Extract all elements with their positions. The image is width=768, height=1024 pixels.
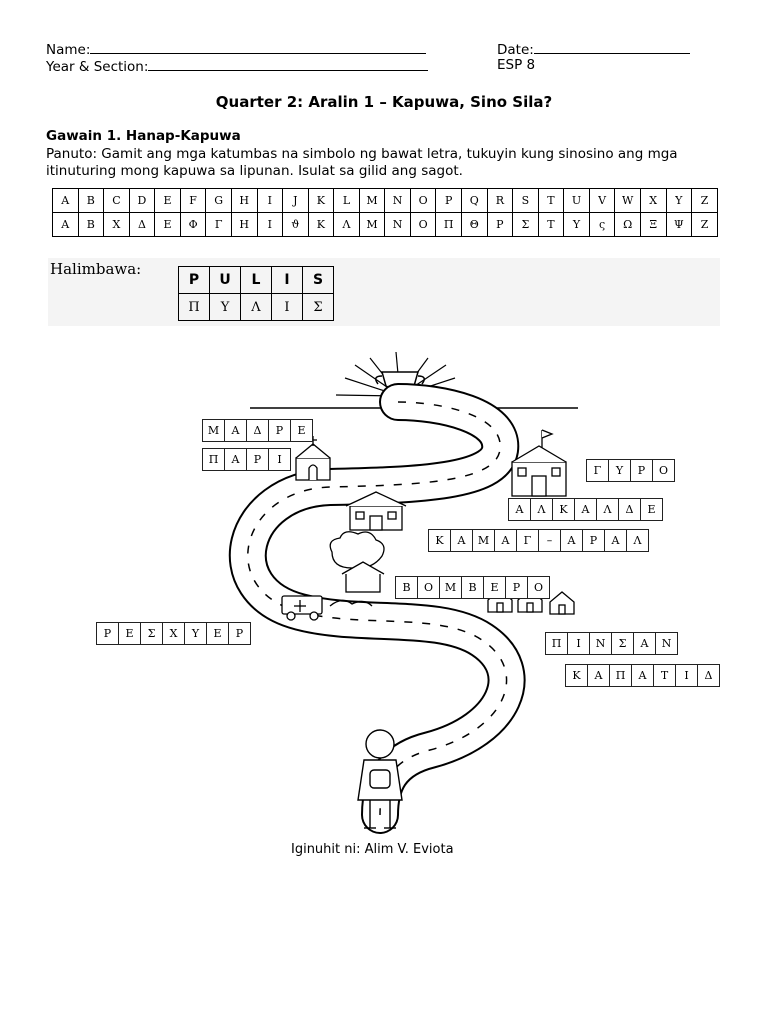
- cipher-letter-cell: F: [180, 189, 206, 213]
- puzzle-symbol-cell: Γ: [587, 460, 609, 482]
- burning-house-icon: [330, 532, 384, 592]
- example-symbol-cell: Λ: [241, 294, 272, 321]
- puzzle-symbol-cell: Α: [225, 449, 247, 471]
- puzzle-symbol-cell: Υ: [609, 460, 631, 482]
- activity-heading: Gawain 1. Hanap-Kapuwa: [46, 128, 241, 144]
- puzzle-bombero[interactable]: [395, 576, 550, 599]
- example-symbol-cell: Υ: [210, 294, 241, 321]
- puzzle-symbol-cell: Σ: [141, 623, 163, 645]
- puzzle-kapatid[interactable]: [565, 664, 720, 687]
- puzzle-symbol-cell: Ι: [269, 449, 291, 471]
- puzzle-symbol-cell: Κ: [429, 530, 451, 552]
- puzzle-symbol-cell: Τ: [654, 665, 676, 687]
- cipher-symbol-cell: Χ: [104, 213, 130, 237]
- cipher-symbol-cell: ϑ: [283, 213, 309, 237]
- cipher-letter-cell: J: [283, 189, 309, 213]
- subject-label: ESP 8: [497, 57, 536, 73]
- puzzle-symbol-cell: Ν: [656, 633, 678, 655]
- cipher-letter-cell: E: [155, 189, 181, 213]
- cipher-symbol-cell: Φ: [180, 213, 206, 237]
- cipher-letter-cell: A: [53, 189, 79, 213]
- cipher-symbol-cell: Ι: [257, 213, 283, 237]
- example-letter-cell: L: [241, 267, 272, 294]
- cipher-letter-cell: O: [410, 189, 436, 213]
- cipher-letter-cell: C: [104, 189, 130, 213]
- puzzle-symbol-cell: Ο: [418, 577, 440, 599]
- puzzle-symbol-cell: Α: [634, 633, 656, 655]
- puzzle-symbol-cell: Ν: [590, 633, 612, 655]
- example-symbol-cell: Σ: [303, 294, 334, 321]
- puzzle-guro[interactable]: [586, 459, 675, 482]
- puzzle-alkalde[interactable]: [508, 498, 663, 521]
- cipher-letter-cell: W: [615, 189, 641, 213]
- cipher-letter-cell: Q: [462, 189, 488, 213]
- puzzle-symbol-cell: Α: [605, 530, 627, 552]
- puzzle-symbol-cell: Β: [396, 577, 418, 599]
- puzzle-symbol-cell: Λ: [597, 499, 619, 521]
- puzzle-symbol-cell: Α: [509, 499, 531, 521]
- cipher-symbol-cell: Ο: [410, 213, 436, 237]
- puzzle-symbol-cell: Δ: [698, 665, 720, 687]
- puzzle-symbol-cell: Γ: [517, 530, 539, 552]
- puzzle-symbol-cell: Ρ: [506, 577, 528, 599]
- cipher-symbol-cell: Μ: [359, 213, 385, 237]
- cipher-symbol-cell: Ε: [155, 213, 181, 237]
- cipher-symbol-cell: Γ: [206, 213, 232, 237]
- cipher-symbol-cell: Ρ: [487, 213, 513, 237]
- example-symbol-cell: Ι: [272, 294, 303, 321]
- puzzle-symbol-cell: Ε: [641, 499, 663, 521]
- cipher-letter-cell: Z: [692, 189, 718, 213]
- cipher-symbol-cell: Α: [53, 213, 79, 237]
- puzzle-symbol-cell: –: [539, 530, 561, 552]
- cipher-letter-cell: P: [436, 189, 462, 213]
- cipher-symbol-cell: Ξ: [640, 213, 666, 237]
- cipher-symbol-cell: Ζ: [692, 213, 718, 237]
- puzzle-symbol-cell: Α: [495, 530, 517, 552]
- puzzle-symbol-cell: Ο: [528, 577, 550, 599]
- puzzle-symbol-cell: Β: [462, 577, 484, 599]
- puzzle-symbol-cell: Κ: [553, 499, 575, 521]
- cipher-letter-cell: M: [359, 189, 385, 213]
- cipher-symbol-cell: Δ: [129, 213, 155, 237]
- cipher-symbol-cell: Π: [436, 213, 462, 237]
- cipher-symbol-cell: Θ: [462, 213, 488, 237]
- puzzle-symbol-cell: Π: [610, 665, 632, 687]
- puzzle-symbol-cell: Κ: [566, 665, 588, 687]
- illustration-credit: Iginuhit ni: Alim V. Eviota: [291, 842, 454, 857]
- puzzle-pinsan[interactable]: [545, 632, 678, 655]
- cipher-letter-cell: V: [589, 189, 615, 213]
- puzzle-symbol-cell: Δ: [247, 420, 269, 442]
- puzzle-symbol-cell: Α: [451, 530, 473, 552]
- cipher-symbol-cell: Β: [78, 213, 104, 237]
- puzzle-symbol-cell: Μ: [473, 530, 495, 552]
- cipher-symbol-cell: Τ: [538, 213, 564, 237]
- puzzle-symbol-cell: Α: [588, 665, 610, 687]
- cipher-letter-cell: I: [257, 189, 283, 213]
- puzzle-symbol-cell: Ρ: [247, 449, 269, 471]
- puzzle-symbol-cell: Ι: [568, 633, 590, 655]
- cipher-letter-cell: G: [206, 189, 232, 213]
- cipher-letter-cell: R: [487, 189, 513, 213]
- cipher-symbol-cell: Ψ: [666, 213, 692, 237]
- example-letter-cell: P: [179, 267, 210, 294]
- puzzle-symbol-cell: Ε: [291, 420, 313, 442]
- puzzle-symbol-cell: Ι: [676, 665, 698, 687]
- example-letter-cell: S: [303, 267, 334, 294]
- school-icon: [512, 430, 566, 496]
- date-label: Date:: [497, 42, 534, 58]
- activity-instructions: Panuto: Gamit ang mga katumbas na simbolo ng bawat letra, tukuyin kung sinosino ang mga itinuturing mong kapuwa sa lipunan. Isulat sa gilid ang sagot.: [46, 146, 678, 179]
- puzzle-symbol-cell: Ρ: [583, 530, 605, 552]
- cipher-letter-cell: K: [308, 189, 334, 213]
- cipher-symbol-cell: Η: [231, 213, 257, 237]
- cipher-symbol-cell: Ν: [385, 213, 411, 237]
- puzzle-symbol-cell: Υ: [185, 623, 207, 645]
- cipher-symbol-cell: Ω: [615, 213, 641, 237]
- puzzle-symbol-cell: Μ: [203, 420, 225, 442]
- puzzle-symbol-cell: Ο: [653, 460, 675, 482]
- puzzle-symbol-cell: Δ: [619, 499, 641, 521]
- name-label: Name:: [46, 42, 91, 58]
- cipher-symbol-cell: Σ: [513, 213, 539, 237]
- puzzle-symbol-cell: Ε: [484, 577, 506, 599]
- cipher-letter-cell: B: [78, 189, 104, 213]
- puzzle-symbol-cell: Ρ: [631, 460, 653, 482]
- cipher-letter-cell: U: [564, 189, 590, 213]
- cipher-letter-cell: L: [334, 189, 360, 213]
- example-label: Halimbawa:: [50, 260, 142, 278]
- puzzle-pari[interactable]: [202, 448, 291, 471]
- section-label: Year & Section:: [46, 59, 149, 75]
- cipher-letter-cell: H: [231, 189, 257, 213]
- puzzle-symbol-cell: Λ: [531, 499, 553, 521]
- cipher-symbol-cell: ς: [589, 213, 615, 237]
- cipher-letter-cell: S: [513, 189, 539, 213]
- puzzle-symbol-cell: Ρ: [269, 420, 291, 442]
- puzzle-symbol-cell: Α: [632, 665, 654, 687]
- cipher-letter-cell: Y: [666, 189, 692, 213]
- cipher-letter-cell: X: [640, 189, 666, 213]
- church-icon: [296, 436, 330, 480]
- puzzle-symbol-cell: Α: [561, 530, 583, 552]
- puzzle-symbol-cell: Α: [575, 499, 597, 521]
- cipher-letter-cell: D: [129, 189, 155, 213]
- cipher-symbol-cell: Υ: [564, 213, 590, 237]
- example-letter-cell: U: [210, 267, 241, 294]
- puzzle-madre[interactable]: [202, 419, 313, 442]
- puzzle-symbol-cell: Ε: [207, 623, 229, 645]
- puzzle-rescuer[interactable]: [96, 622, 251, 645]
- puzzle-symbol-cell: Π: [203, 449, 225, 471]
- cipher-symbol-cell: Λ: [334, 213, 360, 237]
- example-letter-cell: I: [272, 267, 303, 294]
- puzzle-symbol-cell: Μ: [440, 577, 462, 599]
- puzzle-symbol-cell: Σ: [612, 633, 634, 655]
- puzzle-symbol-cell: Ρ: [229, 623, 251, 645]
- page-title: Quarter 2: Aralin 1 – Kapuwa, Sino Sila?: [215, 93, 553, 111]
- example-symbol-cell: Π: [179, 294, 210, 321]
- puzzle-symbol-cell: Π: [546, 633, 568, 655]
- puzzle-symbol-cell: Α: [225, 420, 247, 442]
- puzzle-kamag-anak[interactable]: [428, 529, 649, 552]
- cipher-letter-cell: T: [538, 189, 564, 213]
- puzzle-symbol-cell: Ε: [119, 623, 141, 645]
- cipher-letter-cell: N: [385, 189, 411, 213]
- cipher-symbol-cell: Κ: [308, 213, 334, 237]
- puzzle-symbol-cell: Λ: [627, 530, 649, 552]
- puzzle-symbol-cell: Ρ: [97, 623, 119, 645]
- puzzle-symbol-cell: Χ: [163, 623, 185, 645]
